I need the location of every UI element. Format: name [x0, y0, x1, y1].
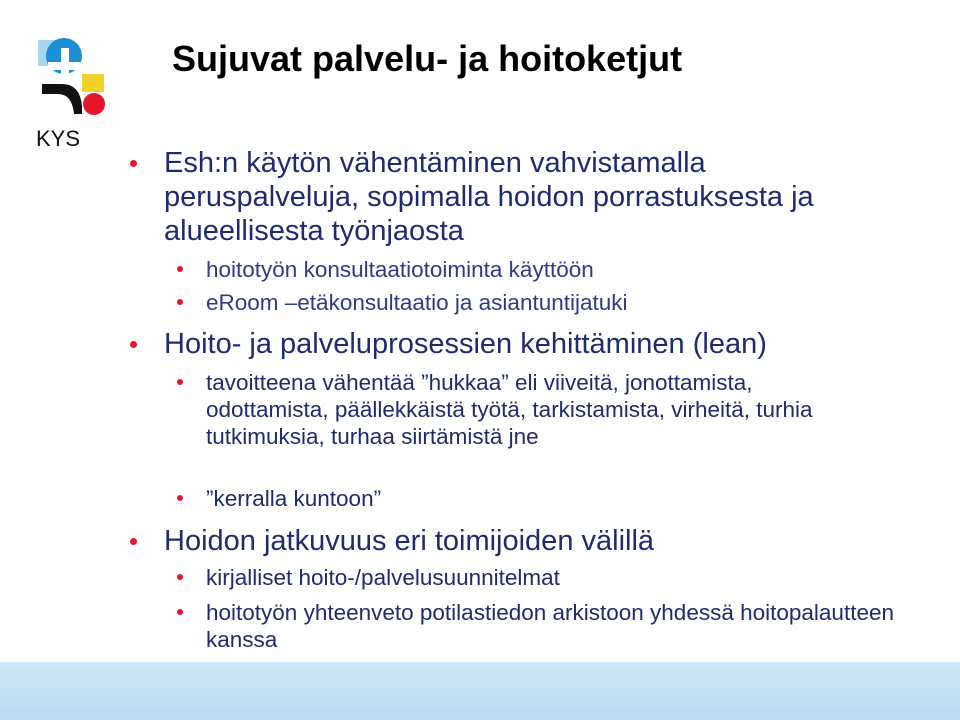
bullet-dot [177, 299, 183, 305]
bullet-1-text: Esh:n käytön vähentäminen vahvistamalla peruspalveluja, sopimalla hoidon porrastuksesta ja alueellisesta työnjaosta [164, 147, 814, 247]
bullet-3-sub-1-text: kirjalliset hoito-/palvelusuunnitelmat [206, 565, 560, 590]
bullet-dot [177, 266, 183, 272]
bullet-2-sub-2-text: ”kerralla kuntoon” [206, 486, 382, 511]
bullet-3-sub-2 [206, 599, 926, 653]
bullet-2-sub-2 [206, 485, 906, 512]
logo-yellow-block [82, 74, 104, 92]
bullet-1-sub-2-text: eRoom –etäkonsultaatio ja asiantuntijatuki [206, 290, 628, 315]
footer-band [0, 662, 960, 720]
logo-text: KYS [36, 126, 81, 151]
bullet-1-sub-1-text: hoitotyön konsultaatiotoiminta käyttöön [206, 257, 594, 282]
bullet-3-sub-1 [206, 564, 906, 591]
bullet-dot [130, 341, 137, 348]
bullet-2-text: Hoito- ja palveluprosessien kehittäminen (lean) [164, 328, 767, 360]
bullet-dot [177, 574, 183, 580]
bullet-3-text: Hoidon jatkuvuus eri toimijoiden välillä [164, 525, 655, 557]
bullet-2 [164, 327, 904, 361]
logo-black-swoosh [42, 84, 82, 114]
bullet-3-sub-2-text: hoitotyön yhteenveto potilastiedon arkistoon yhdessä hoitopalautteen kanssa [206, 600, 894, 652]
bullet-dot [177, 609, 183, 615]
bullet-3 [164, 524, 904, 558]
bullet-dot [177, 495, 183, 501]
logo-red-circle [83, 93, 105, 115]
bullet-1 [164, 146, 904, 248]
bullet-dot [130, 160, 137, 167]
bullet-2-sub-1-text: tavoitteena vähentää ”hukkaa” eli viiveitä, jonottamista, odottamista, päällekkäistä työtä, tarkistamista, virheitä, turhia tutkimuksia, turhaa siirtämistä jne [206, 370, 813, 449]
slide-title: Sujuvat palvelu- ja hoitoketjut [172, 38, 683, 79]
bullet-2-sub-1 [206, 369, 846, 450]
kys-logo-mark [32, 34, 112, 126]
bullet-dot [177, 379, 183, 385]
bullet-1-sub-2 [206, 289, 906, 316]
bullet-1-sub-1 [206, 256, 906, 283]
kys-logo [32, 34, 112, 154]
bullet-dot [130, 538, 137, 545]
logo-cross-vertical [61, 48, 69, 84]
